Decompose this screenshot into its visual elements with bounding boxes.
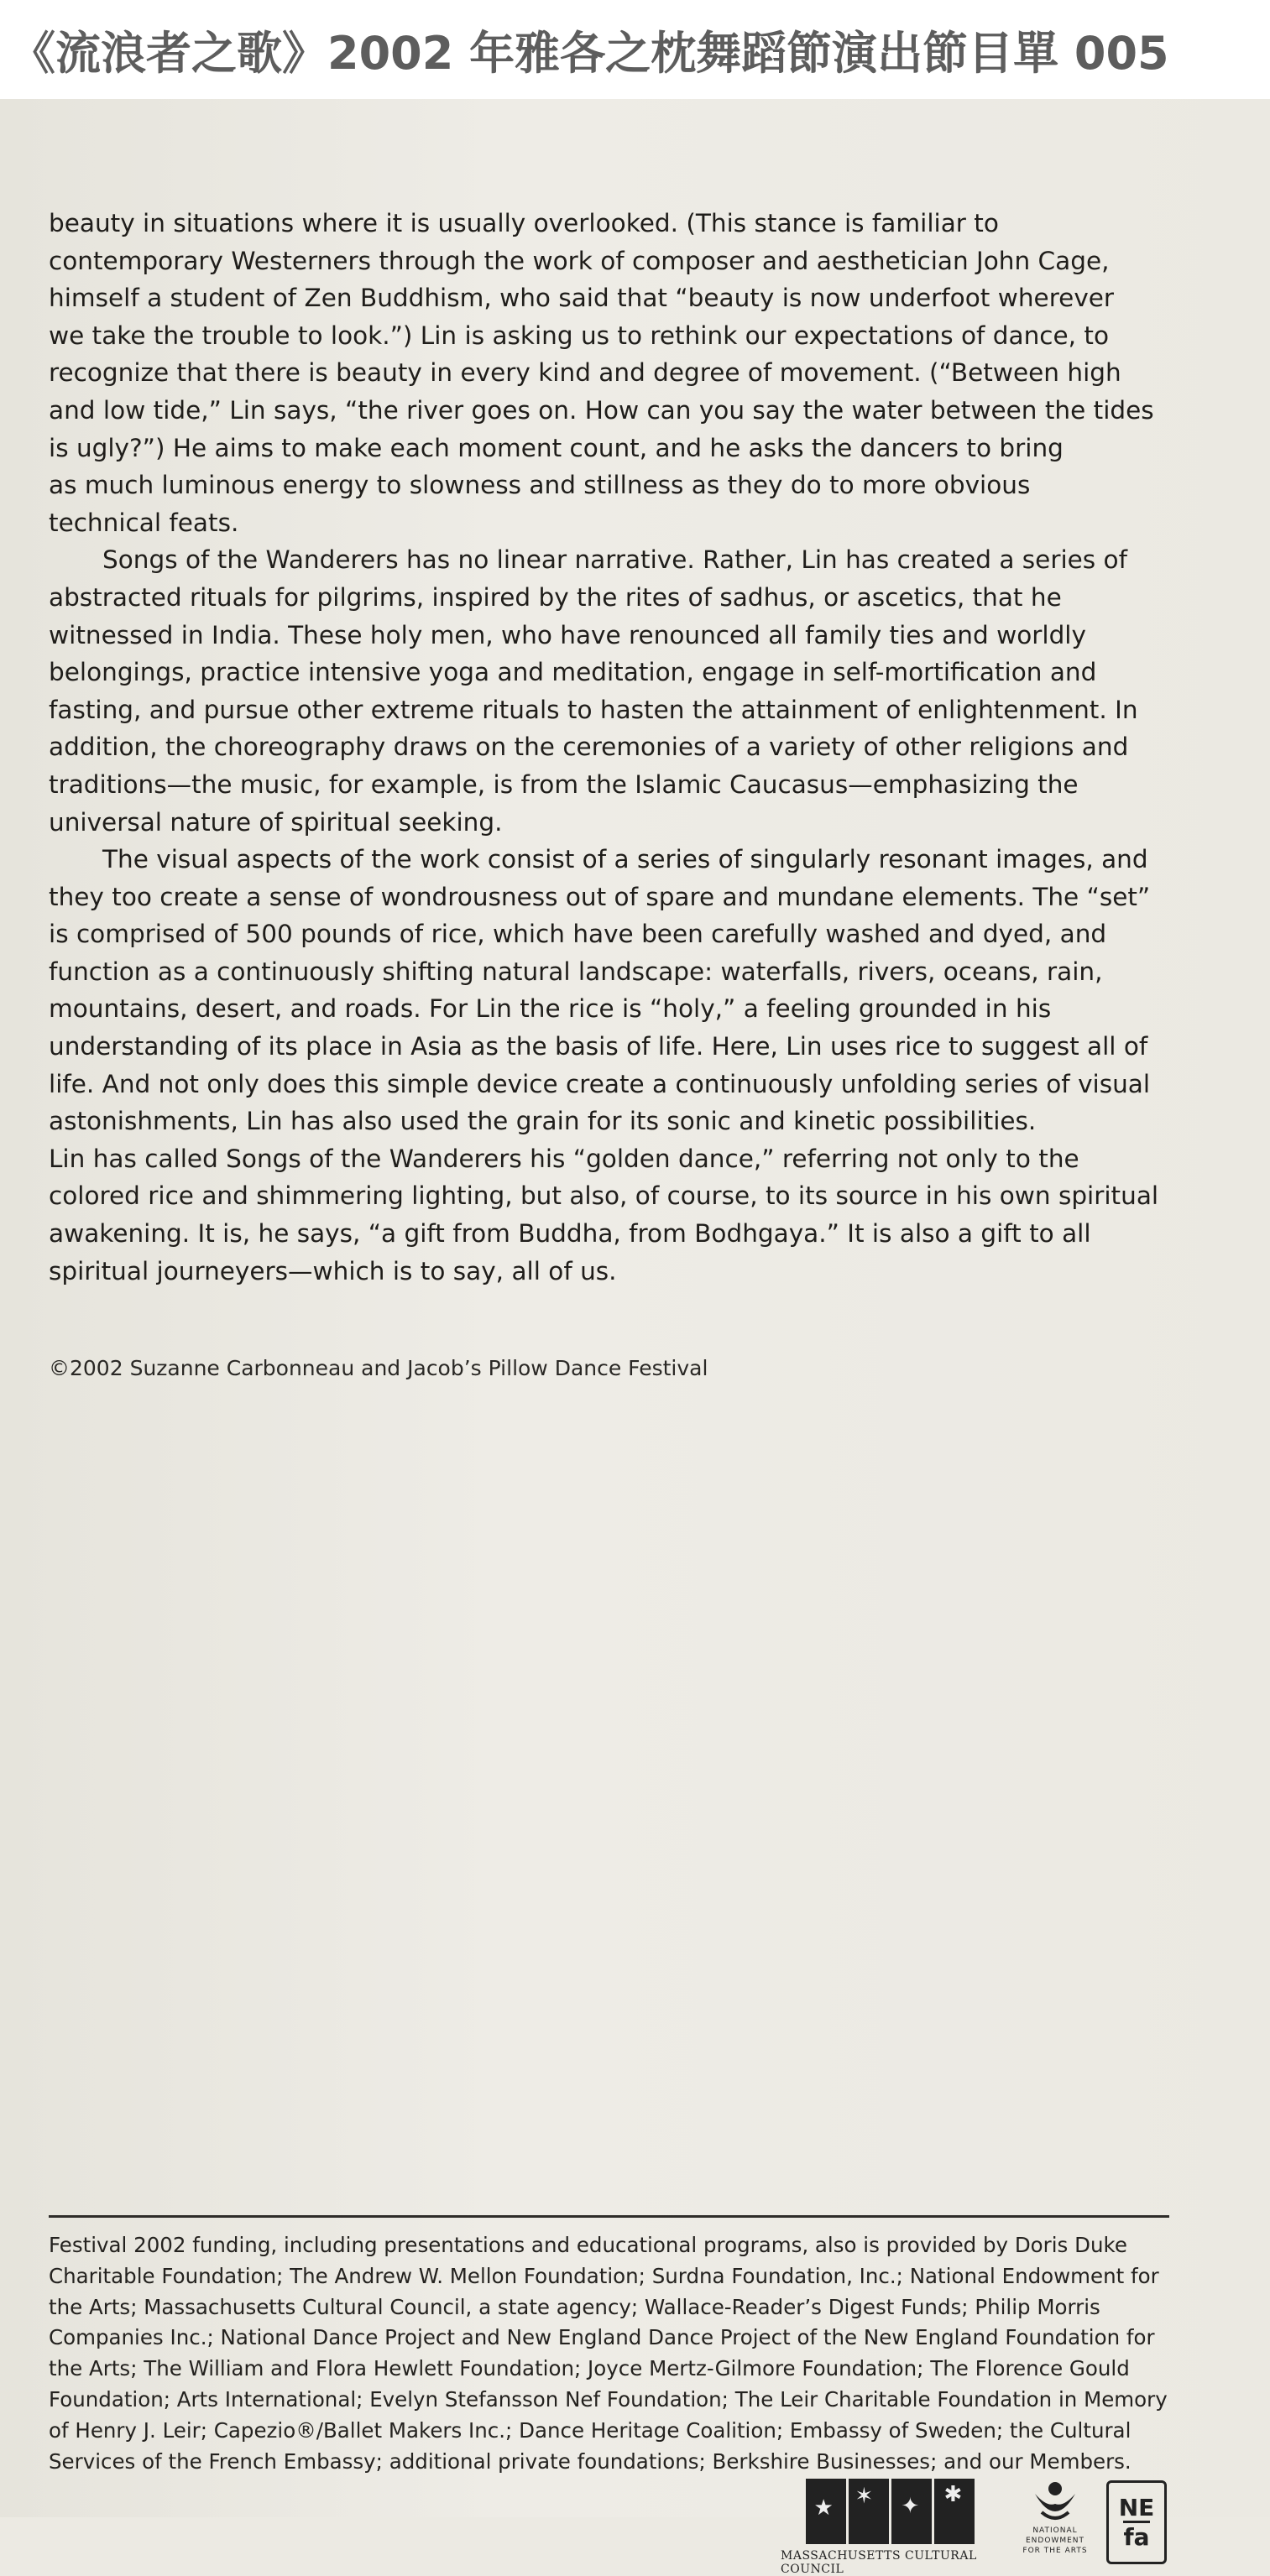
text-line: mountains, desert, and roads. For Lin the rice is “holy,” a feeling grounded in his bbox=[49, 994, 1052, 1024]
header-bar bbox=[0, 0, 1270, 99]
text-line: beauty in situations where it is usually overlooked. (This stance is familiar to bbox=[49, 209, 999, 237]
paragraph-4 bbox=[49, 1140, 1165, 1290]
copyright-notice: ©2002 Suzanne Carbonneau and Jacob’s Pillow Dance Festival bbox=[49, 1356, 708, 1380]
paragraph-2 bbox=[49, 541, 1165, 841]
text-line: is comprised of 500 pounds of rice, which have been carefully washed and dyed, and bbox=[49, 920, 1107, 949]
text-line: life. And not only does this simple device create a continuously unfolding series of visual bbox=[49, 1069, 1151, 1098]
text-line: Lin has called Songs of the Wanderers his “golden dance,” referring not only to the bbox=[49, 1144, 1079, 1173]
divider-rule bbox=[49, 2215, 1169, 2218]
text-line: we take the trouble to look.”) Lin is asking us to rethink our expectations of dance, to bbox=[49, 321, 1110, 350]
text-line: colored rice and shimmering lighting, but also, of course, to its source in his own spiritual bbox=[49, 1181, 1159, 1211]
paragraph-3 bbox=[49, 841, 1165, 1140]
text-line: spiritual journeyers—which is to say, all of us. bbox=[49, 1256, 617, 1285]
scanned-page bbox=[0, 99, 1270, 2576]
mcc-burst-icon: ✶ bbox=[849, 2479, 889, 2544]
text-line: recognize that there is beauty in every kind and degree of movement. (“Between high bbox=[49, 358, 1121, 388]
text-line: The visual aspects of the work consist of a series of singularly resonant images, and bbox=[102, 845, 1148, 874]
text-line: universal nature of spiritual seeking. bbox=[49, 807, 503, 837]
text-line: awakening. It is, he says, “a gift from Buddha, from Bodhgaya.” It is also a gift to all bbox=[49, 1219, 1091, 1249]
text-line: addition, the choreography draws on the ceremonies of a variety of other religions and bbox=[49, 733, 1129, 762]
text-line: astonishments, Lin has also used the grain for its sonic and kinetic possibilities. bbox=[49, 1107, 1037, 1136]
text-line: contemporary Westerners through the work of composer and aesthetician John Cage, bbox=[49, 246, 1110, 275]
text-line: understanding of its place in Asia as the basis of life. Here, Lin uses rice to suggest all of bbox=[49, 1032, 1148, 1061]
text-line: function as a continuously shifting natural landscape: waterfalls, rivers, oceans, rain, bbox=[49, 957, 1103, 986]
text-line: is ugly?”) He aims to make each moment count, and he asks the dancers to bring bbox=[49, 433, 1064, 462]
text-line: himself a student of Zen Buddhism, who said that “beauty is now underfoot wherever bbox=[49, 284, 1115, 313]
text-line: they too create a sense of wondrousness out of spare and mundane elements. The “set” bbox=[49, 882, 1151, 911]
paragraph-1 bbox=[49, 205, 1165, 541]
text-line: technical feats. bbox=[49, 508, 239, 537]
nefa-logo bbox=[1106, 2480, 1167, 2564]
mcc-label: MASSACHUSETTS CULTURAL COUNCIL bbox=[781, 2549, 977, 2576]
nea-figure-icon bbox=[1030, 2479, 1080, 2526]
mcc-figure-icon: ✦ bbox=[891, 2479, 932, 2544]
page-title: 《流浪者之歌》2002 年雅各之枕舞蹈節演出節目單 005 bbox=[10, 26, 1169, 80]
text-line: fasting, and pursue other extreme rituals to hasten the attainment of enlightenment. In bbox=[49, 695, 1138, 724]
nea-label: NATIONAL ENDOWMENT FOR THE ARTS bbox=[1022, 2526, 1088, 2555]
mcc-asterisk-icon: ✱ bbox=[934, 2479, 975, 2544]
national-endowment-for-the-arts-logo bbox=[1017, 2479, 1093, 2569]
mcc-panels bbox=[806, 2479, 975, 2544]
mcc-star-icon: ★ bbox=[806, 2479, 846, 2544]
text-line: as much luminous energy to slowness and stillness as they do to more obvious bbox=[49, 471, 1031, 500]
nefa-bottom-text: fa bbox=[1123, 2521, 1149, 2550]
article-body bbox=[49, 205, 1165, 1290]
text-line: and low tide,” Lin says, “the river goes on. How can you say the water between the tides bbox=[49, 395, 1154, 425]
massachusetts-cultural-council-logo bbox=[781, 2479, 999, 2576]
funding-note: Festival 2002 funding, including presentations and educational programs, also is provided by Doris Duke Charitable Foundation; The Andrew W. Mellon Foundation; Surdna Foundation, Inc.; National Endowment for the Arts; Massachusetts Cultural Council, a state agency; Wallace-Reader’s Digest Funds; Philip Morris Companies Inc.; National Dance Project and New England Dance Project of the New England Foundation for the Arts; The William and Flora Hewlett Foundation; Joyce Mertz-Gilmore Foundation; The Florence Gould Foundation; Arts International; Evelyn Stefansson Nef Foundation; The Leir Charitable Foundation in Memory of Henry J. Leir; Capezio®/Ballet Makers Inc.; Dance Heritage Coalition; Embassy of Sweden; the Cultural Services of the French Embassy; additional private foundations; Berkshire Businesses; and our Members. bbox=[49, 2233, 1168, 2474]
nefa-top-text: NE bbox=[1118, 2493, 1155, 2521]
text-line: witnessed in India. These holy men, who have renounced all family ties and worldly bbox=[49, 620, 1086, 649]
text-line: abstracted rituals for pilgrims, inspired by the rites of sadhus, or ascetics, that he bbox=[49, 582, 1062, 612]
text-line: traditions—the music, for example, is from the Islamic Caucasus—emphasizing the bbox=[49, 769, 1079, 799]
text-line: belongings, practice intensive yoga and meditation, engage in self-mortification and bbox=[49, 658, 1097, 687]
text-line: Songs of the Wanderers has no linear narrative. Rather, Lin has created a series of bbox=[102, 545, 1127, 575]
